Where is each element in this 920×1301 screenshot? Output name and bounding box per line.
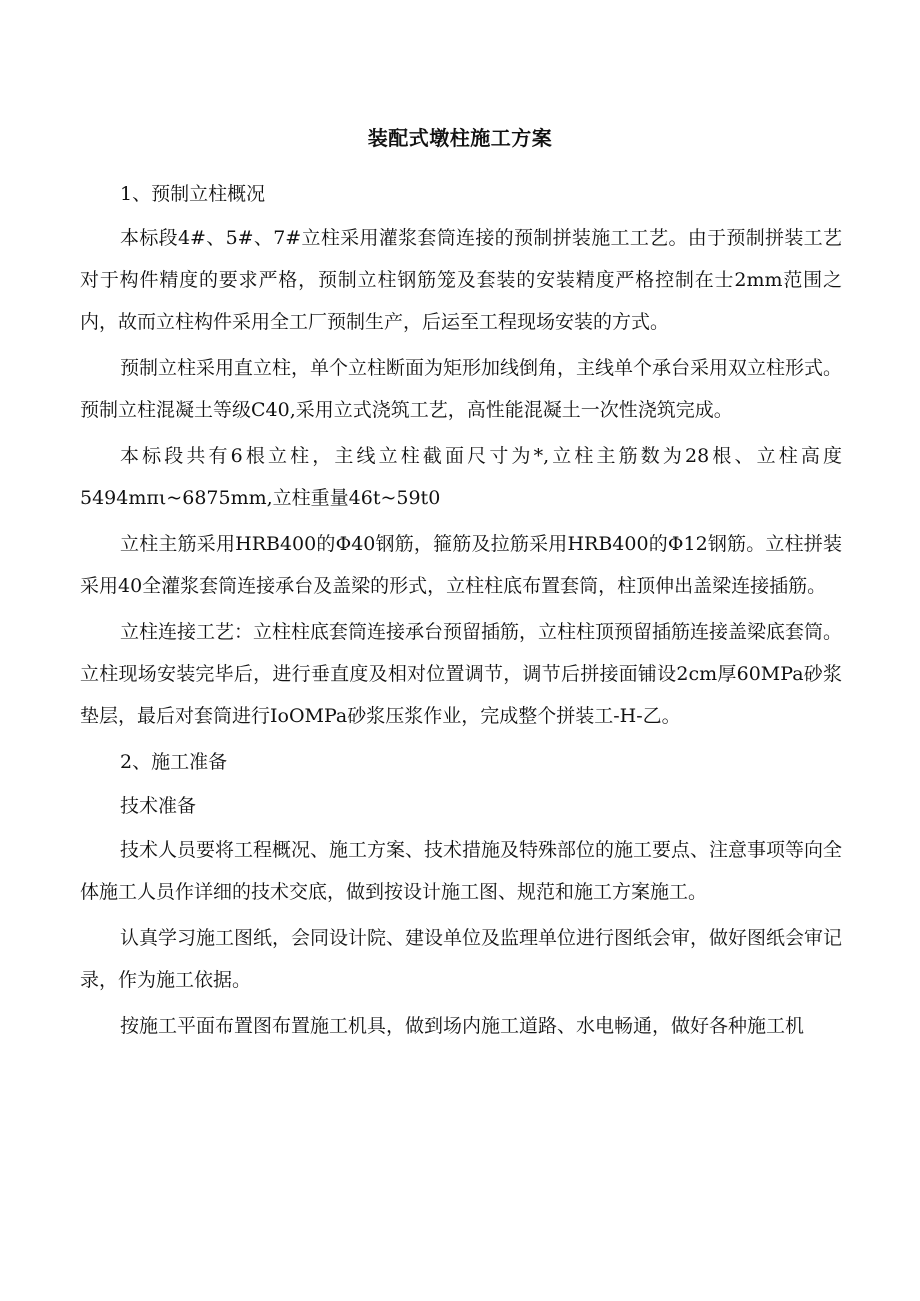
section-heading-preparation: 2、施工准备	[120, 751, 228, 773]
subheading-technical-preparation: 技术准备	[120, 795, 197, 817]
document-title: 装配式墩柱施工方案	[367, 126, 553, 150]
paragraph-overview-1: 本标段4#、5#、7#立柱采用灌浆套筒连接的预制拼装施工工艺。由于预制拼装工艺对于构件精度的要求严格，预制立柱钢筋笼及套装的安装精度严格控制在士2mm范围之内，故而立柱构件采用全工厂预制生产，后运至工程现场安装的方式。	[80, 227, 842, 333]
paragraph-technical-3: 按施工平面布置图布置施工机具，做到场内施工道路、水电畅通，做好各种施工机	[120, 1015, 805, 1037]
document-body	[80, 173, 842, 1051]
paragraph-technical-1: 技术人员要将工程概况、施工方案、技术措施及特殊部位的施工要点、注意事项等向全体施工人员作详细的技术交底，做到按设计施工图、规范和施工方案施工。	[80, 839, 843, 903]
paragraph-technical-2: 认真学习施工图纸，会同设计院、建设单位及监理单位进行图纸会审，做好图纸会审记录，作为施工依据。	[80, 927, 843, 991]
paragraph-connection-process: 立柱连接工艺：立柱柱底套筒连接承台预留插筋，立柱柱顶预留插筋连接盖梁底套筒。立柱现场安装完毕后，进行垂直度及相对位置调节，调节后拼接面铺设2cm厚60MPa砂浆垫层，最后对套筒进行IoOMPa砂浆压浆作业，完成整个拼装工-H-乙。	[80, 621, 843, 727]
paragraph-overview-3: 本标段共有6根立柱，主线立柱截面尺寸为*,立柱主筋数为28根、立柱高度5494mπι~6875mm,立柱重量46t~59t0	[80, 445, 842, 509]
section-heading-overview: 1、预制立柱概况	[120, 183, 266, 205]
paragraph-overview-2: 预制立柱采用直立柱，单个立柱断面为矩形加线倒角，主线单个承台采用双立柱形式。预制立柱混凝土等级C40,采用立式浇筑工艺，高性能混凝土一次性浇筑完成。	[80, 357, 843, 421]
paragraph-overview-4: 立柱主筋采用HRB400的Φ40钢筋，箍筋及拉筋采用HRB400的Φ12钢筋。立柱拼装采用40全灌浆套筒连接承台及盖梁的形式，立柱柱底布置套筒，柱顶伸出盖梁连接插筋。	[80, 533, 842, 597]
